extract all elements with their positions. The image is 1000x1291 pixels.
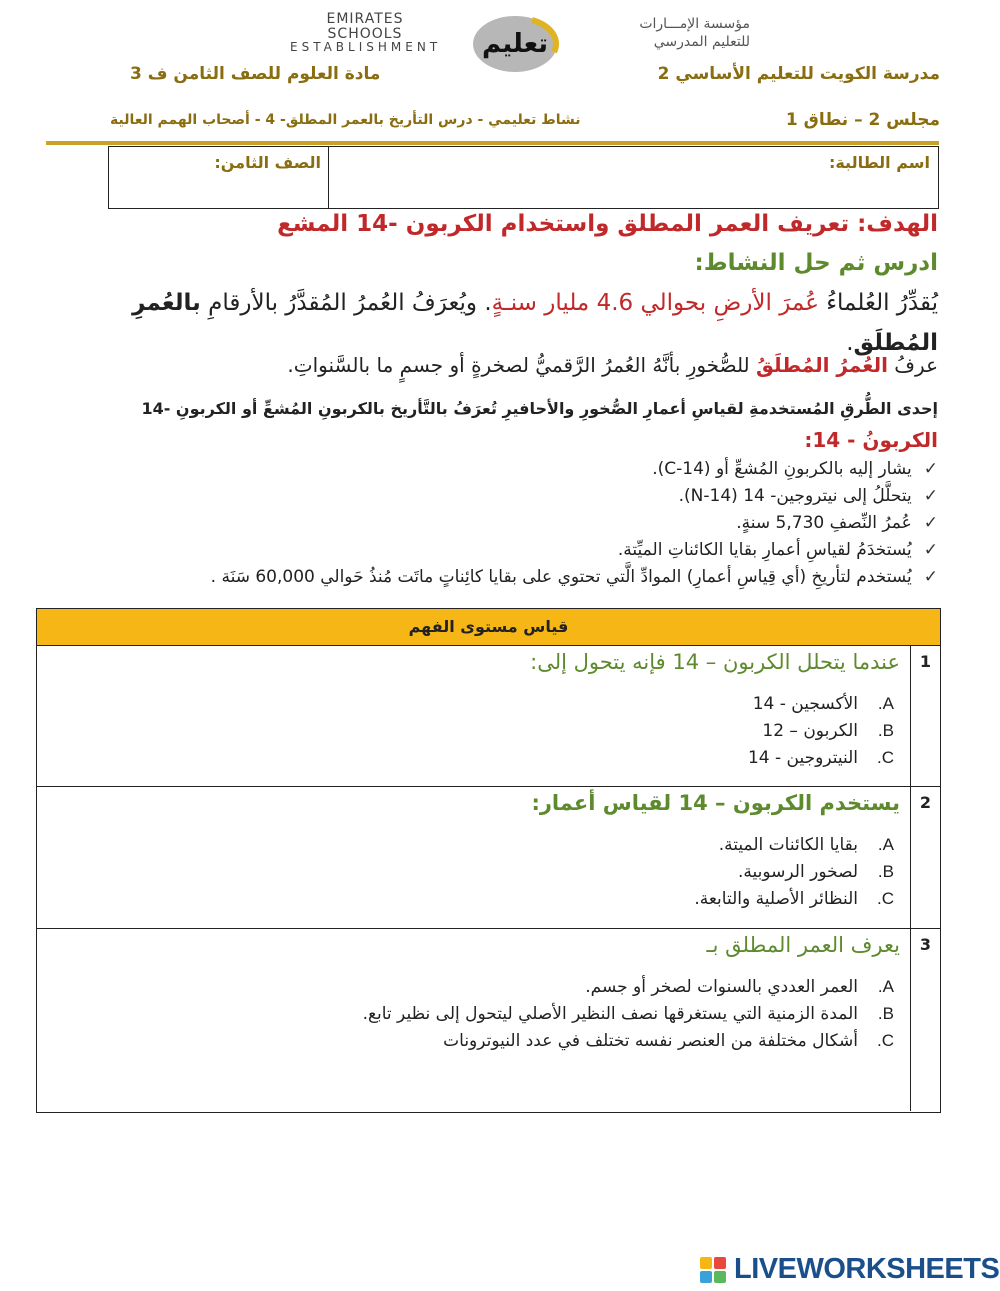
student-name-field[interactable]: اسم الطالبة: [828,153,930,172]
para1-end: . [846,330,854,356]
org-line2: للتعليم المدرسي [653,33,750,50]
ese-line1: EMIRATES SCHOOLS [326,11,404,42]
activity-title: نشاط تعليمي - درس التأريخ بالعمر المطلق- 4 - أصحاب الهمم العالية [110,112,581,128]
option-a[interactable] [748,690,894,717]
option-text: المدة الزمنية التي يستغرقها نصف النظير الأصلي ليتحول إلى نظير تابع. [362,1004,858,1024]
quiz-table [36,608,941,1113]
option-a[interactable] [363,973,894,1000]
question-number: 2 [910,787,940,928]
fact-item [58,537,938,564]
option-letter: B. [877,721,894,740]
lesson-goal: الهدف: تعريف العمر المطلق واستخدام الكربون -14 المشع [277,211,938,237]
option-text: الكربون – 12 [762,721,858,741]
carbon-14-title: الكربونُ - 14: [804,428,938,452]
question-text: يستخدم الكربون – 14 لقياس أعمار: [531,791,900,815]
fact-item [58,564,938,591]
question-number: 3 [910,929,940,1111]
option-text: لصخور الرسوبية. [738,862,858,882]
org-line1: مؤسسة الإمـــارات [639,16,750,32]
fact-text: يشار إليه بالكربونِ المُشعِّ أو (C-14). [652,459,912,479]
fact-text: يتحلَّلُ إلى نيتروجين- 14 (N-14). [678,486,912,506]
question-text: يعرف العمر المطلق بـ [706,933,900,957]
option-b[interactable] [694,858,894,885]
emirates-schools-logo [290,12,440,54]
options-list [363,973,894,1054]
para2-start: عرفُ [887,353,938,377]
absolute-age-term: بالعُمرِ المُطلَق [132,290,938,356]
option-letter: C. [876,748,894,767]
definition-paragraph [58,353,938,377]
option-letter: A. [877,835,894,854]
option-letter: C. [876,1031,894,1050]
org-logo [600,16,750,51]
taleem-logo-text: تعليم [481,29,549,59]
school-name: مدرسة الكويت للتعليم الأساسي 2 [657,64,940,84]
check-icon: ✓ [923,513,938,533]
liveworksheets-logo-icon [700,1257,726,1283]
brand-text: LIVEWORKSHEETS [734,1253,1000,1285]
student-box-divider [328,147,329,208]
options-list [694,831,894,912]
grade-field[interactable]: الصف الثامن: [214,153,321,172]
liveworksheets-brand[interactable] [700,1253,1000,1287]
fact-text: عُمرُ النِّصفِ 5,730 سنةٍ. [736,513,912,533]
options-list [748,690,894,771]
option-letter: A. [877,977,894,996]
taleem-logo [470,12,560,74]
option-c[interactable] [694,885,894,912]
option-letter: B. [877,1004,894,1023]
option-letter: B. [877,862,894,881]
header-divider [46,141,939,145]
option-text: النظائر الأصلية والتابعة. [694,889,858,909]
carbon-facts-list [58,456,938,591]
option-c[interactable] [748,744,894,771]
method-sentence: إحدى الطُّرقِ المُستخدمةِ لقياسِ أعمارِ الصُّخورِ والأحافيرِ تُعرَفُ بالتَّأريخ بالكربونِ المُشعِّ أو الكربونِ -14 [141,399,938,418]
study-prompt: ادرس ثم حل النشاط: [694,250,938,276]
question-text: عندما يتحلل الكربون – 14 فإنه يتحول إلى: [530,650,900,674]
check-icon: ✓ [923,486,938,506]
option-text: بقايا الكائنات الميتة. [718,835,858,855]
option-letter: C. [876,889,894,908]
earth-age-highlight: عُمرَ الأرضِ بحوالي 4.6 مليار سنـةٍ [491,290,819,316]
subject-title: مادة العلوم للصف الثامن ف 3 [130,64,381,84]
question-row [37,787,940,929]
fact-item [58,510,938,537]
option-text: الأكسجين - 14 [752,694,858,714]
council-label: مجلس 2 – نطاق 1 [785,110,940,130]
check-icon: ✓ [923,540,938,560]
option-text: العمر العددي بالسنوات لصخر أو جسم. [585,977,858,997]
fact-item [58,483,938,510]
option-letter: A. [877,694,894,713]
fact-text: يُستخدم لتأريخِ (أي قِياسِ أعمارِ) الموادِّ الَّتي تحتوي على بقايا كائِناتٍ ماتَت مُنذُ حَوالي 60,000 سَنَة . [210,567,912,587]
check-icon: ✓ [923,459,938,479]
option-text: أشكال مختلفة من العنصر نفسه تختلف في عدد النيوترونات [443,1031,858,1051]
intro-paragraph [58,283,938,363]
para1-start: يُقدِّرُ العُلماءُ [818,290,938,316]
option-text: النيتروجين - 14 [747,748,858,768]
question-row [37,929,940,1111]
absolute-age-definition-term: العُمرُ المُطلَقُ [756,353,888,377]
student-info-box [108,146,939,209]
para1-mid: . ويُعرَفُ العُمرُ المُقدَّرُ بالأرقامِ [200,290,492,316]
option-a[interactable] [694,831,894,858]
option-c[interactable] [363,1027,894,1054]
check-icon: ✓ [923,567,938,587]
para2-end: للصُّخورِ بأنَّهُ العُمرُ الرَّقميُّ لصخرةٍ أو جسمٍ ما بالسَّنواتِ. [287,353,757,377]
fact-text: يُستخدَمُ لقياسِ أعمارِ بقايا الكائناتِ الميِّتة. [617,540,912,560]
question-row [37,646,940,787]
fact-item [58,456,938,483]
quiz-header: قياس مستوى الفهم [37,609,940,646]
option-b[interactable] [363,1000,894,1027]
option-b[interactable] [748,717,894,744]
ese-line2: ESTABLISHMENT [290,40,442,55]
question-number: 1 [910,646,940,786]
